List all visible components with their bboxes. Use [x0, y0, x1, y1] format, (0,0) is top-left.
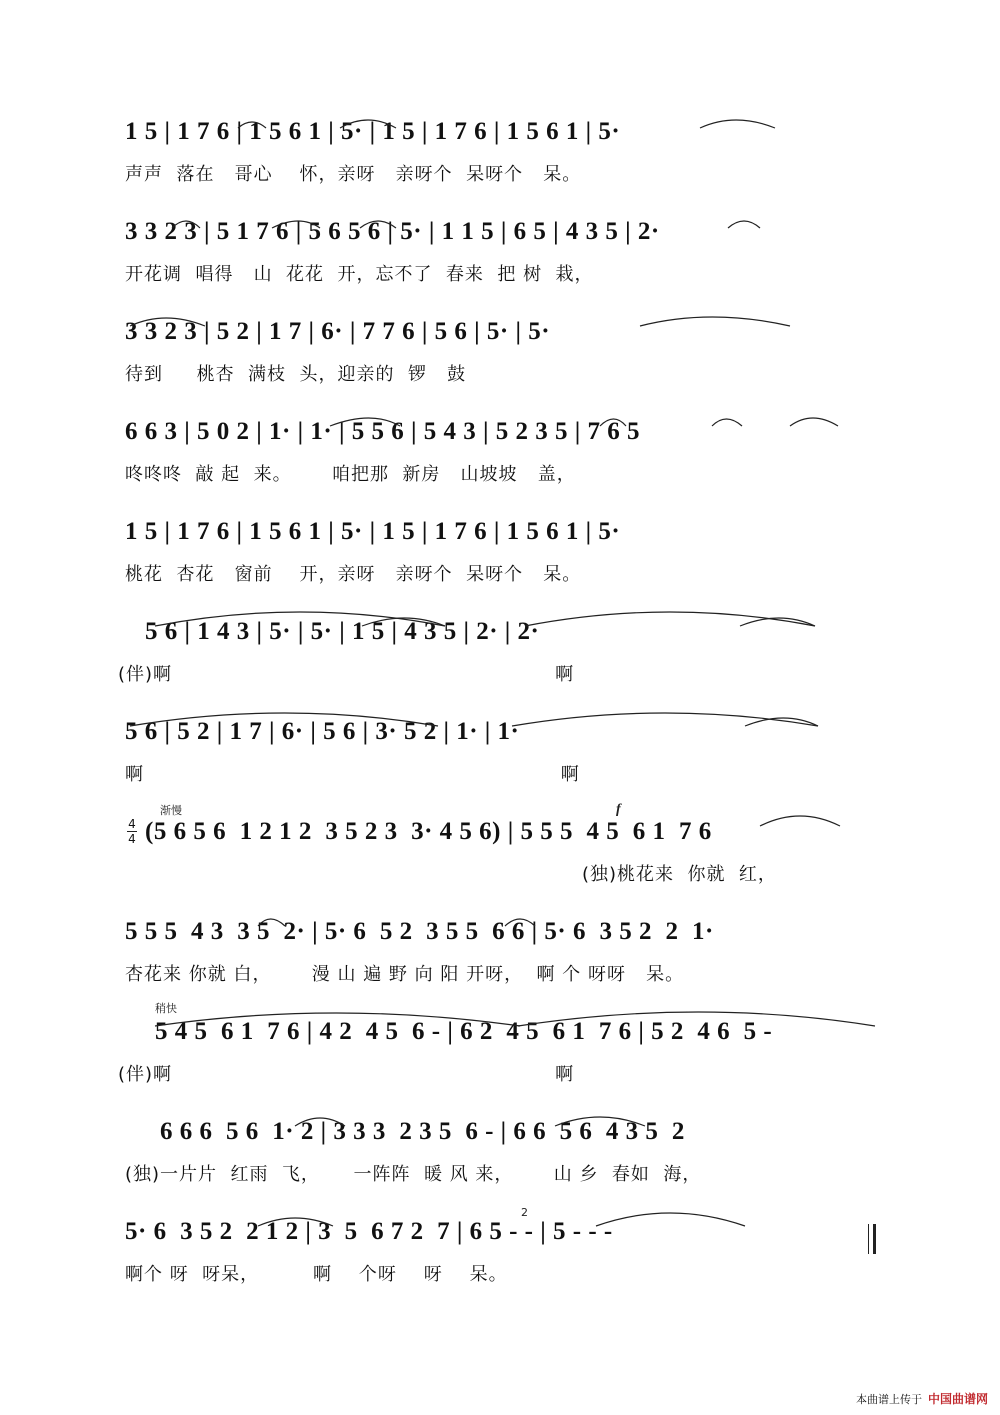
lyric-line: 声声 落在 哥心 怀，亲呀 亲呀个 呆呀个 呆。: [125, 164, 582, 185]
lyric-line: (伴)啊 啊: [118, 1064, 575, 1085]
system-10: [0, 1002, 1000, 1116]
notation-line: (5 6 5 6 1 2 1 2 3 5 2 3 3· 4 5 6) | 5 5 5 4 5 6 1 7 6: [145, 818, 712, 845]
notation-line: 3 3 2 3 | 5 2 | 1 7 | 6· | 7 7 6 | 5 6 | 5· | 5·: [125, 318, 551, 345]
notation-line: 5 6 | 1 4 3 | 5· | 5· | 1 5 | 4 3 5 | 2· | 2·: [145, 618, 540, 645]
lyric-line: 杏花来 你就 白， 漫 山 遍 野 向 阳 开呀， 啊 个 呀呀 呆。: [125, 964, 685, 985]
site-logo[interactable]: 中国曲谱网: [927, 1392, 988, 1406]
system-5: [0, 518, 1000, 616]
system-3: [0, 318, 1000, 416]
system-9: [0, 918, 1000, 1016]
time-signature: 4 4: [128, 817, 136, 846]
system-1: [0, 118, 1000, 216]
lyric-line: (独)一片片 红雨 飞， 一阵阵 暖 风 来， 山 乡 春如 海，: [125, 1164, 702, 1185]
notation-line: 1 5 | 1 7 6 | 1 5 6 1 | 5· | 1 5 | 1 7 6 | 1 5 6 1 | 5·: [125, 518, 621, 545]
system-4: [0, 418, 1000, 516]
tempo-mark-faster: 稍快: [155, 1002, 177, 1015]
system-12: [0, 1206, 1000, 1316]
lyric-line: 待到 桃杏 满枝 头，迎亲的 锣 鼓: [125, 364, 467, 385]
notation-line: 5 6 | 5 2 | 1 7 | 6· | 5 6 | 3· 5 2 | 1· | 1·: [125, 718, 520, 745]
lyric-line: (伴)啊 啊: [118, 664, 575, 685]
notation-line: 5 5 5 4 3 3 5 2· | 5· 6 5 2 3 5 5 6 6 | 5· 6 3 5 2 2 1·: [125, 918, 714, 945]
footer-text: 本曲谱上传于: [855, 1392, 922, 1406]
lyric-line: 咚咚咚 敲 起 来。 咱把那 新房 山坡坡 盖，: [125, 464, 576, 485]
lyric-line: 开花调 唱得 山 花花 开，忘不了 春来 把 树 栽，: [125, 264, 594, 285]
lyric-line: 桃花 杏花 窗前 开，亲呀 亲呀个 呆呀个 呆。: [125, 564, 582, 585]
dynamic-mark-forte: f: [616, 802, 621, 817]
system-7: [0, 718, 1000, 816]
system-6: [0, 618, 1000, 716]
notation-line: 1 5 | 1 7 6 | 1 5 6 1 | 5· | 1 5 | 1 7 6 | 1 5 6 1 | 5·: [125, 118, 621, 145]
lyric-line: 啊个 呀 呀呆， 啊 个呀 呀 呆。: [125, 1264, 508, 1285]
system-11: [0, 1118, 1000, 1216]
notation-line: 5 4 5 6 1 7 6 | 4 2 4 5 6 - | 6 2 4 5 6 1 7 6 | 5 2 4 6 5 -: [155, 1018, 773, 1045]
lyric-line: 啊 啊: [125, 764, 580, 785]
tempo-mark-slower: 渐慢: [160, 804, 182, 817]
lyric-line: (独)桃花来 你就 红，: [582, 864, 777, 885]
notation-line: 5· 6 3 5 2 2 1 2 | 3 5 6 7 2 7 | 6 5 - - | 5 - - -: [125, 1218, 613, 1245]
notation-line: 3 3 2 3 | 5 1 7 6 | 5 6 5 6 | 5· | 1 1 5 | 6 5 | 4 3 5 | 2·: [125, 218, 660, 245]
footer: [856, 1390, 988, 1407]
final-barline: [868, 1224, 876, 1254]
grace-note: 2: [521, 1206, 528, 1219]
notation-line: 6 6 3 | 5 0 2 | 1· | 1· | 5 5 6 | 5 4 3 | 5 2 3 5 | 7 6 5: [125, 418, 640, 445]
system-2: [0, 218, 1000, 316]
system-8: [0, 802, 1000, 916]
notation-line: 6 6 6 5 6 1· 2 | 3 3 3 2 3 5 6 - | 6 6 5 6 4 3 5 2: [160, 1118, 685, 1145]
